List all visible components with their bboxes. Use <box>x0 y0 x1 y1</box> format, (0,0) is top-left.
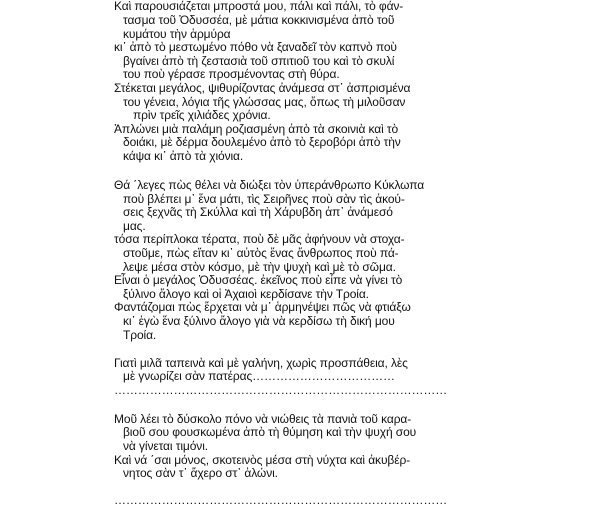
ellipsis-line: ………………………………………………………………………… <box>114 493 448 508</box>
poem-line: δοιάκι, μὲ δέρμα δουλεμένο ἀπὸ τὸ ξεροβόρι ἀπὸ τὴν <box>123 135 401 150</box>
poem-line: κάψα κι᾽ ἀπὸ τὰ χιόνια. <box>123 149 244 164</box>
poem-line: Φαντάζομαι πὼς ἔρχεται νὰ μ᾽ ἁρμηνέψει πῶς νὰ φτιάξω <box>114 300 411 315</box>
poem-line: Γιατὶ μιλᾶ ταπεινὰ καὶ μὲ γαλήνη, χωρὶς προσπάθεια, λὲς <box>114 355 408 370</box>
poem-line: Καὶ παρουσιάζεται μπροστά μου, πάλι καὶ πάλι, τὸ φάν- <box>114 0 404 14</box>
poem-line: κι᾽ ἐγὼ ἕνα ξύλινο ἄλογο γιὰ νὰ κερδίσω τὴ δική μου <box>123 314 395 328</box>
poem-line: κι᾽ ἀπὸ τὸ μεστωμένο πόθο νὰ ξαναδεῖ τὸν καπνὸ ποὺ <box>114 40 397 55</box>
poem-line: μας. <box>123 218 146 233</box>
poem-line: ξύλινο ἄλογο καὶ οἱ Ἀχαιοὶ κερδίσανε τὴν Τροία. <box>123 286 369 301</box>
poem-line: Ἁπλώνει μιὰ παλάμη ροζιασμένη ἀπὸ τὰ σκοινιὰ καὶ τὸ <box>114 121 399 136</box>
poem-line: ποὺ βλέπει μ᾽ ἕνα μάτι, τὶς Σειρῆνες ποὺ σὰν τὶς ἀκού- <box>123 191 405 206</box>
poem-line: του ποὺ γέρασε προσμένοντας στὴ θύρα. <box>123 67 340 82</box>
poem-line: λεψε μέσα στὸν κόσμο, μὲ τὴν ψυχὴ καὶ μὲ τὸ σῶμα. <box>123 259 396 274</box>
poem-line: Εἶναι ὁ μεγάλος Ὀδυσσέας. ἐκεῖνος ποὺ εἶπε νὰ γίνει τὸ <box>114 273 403 288</box>
poem-line: τασμα τοῦ Ὀδυσσέα, μὲ μάτια κοκκινισμένα ἀπὸ τοῦ <box>123 13 395 28</box>
poem-line: Τροία. <box>123 327 157 342</box>
poem-line: του γένεια, λόγια τῆς γλώσσας μας, ὅπως τὴ μιλοῦσαν <box>123 94 406 109</box>
poem-line: Μοῦ λέει τὸ δύσκολο πόνο νὰ νιώθεις τὰ πανιὰ τοῦ καρα- <box>114 411 412 426</box>
poem-line: βγαίνει ἀπὸ τὴ ζεστασιὰ τοῦ σπιτιοῦ του καὶ τὸ σκυλί <box>123 53 395 68</box>
poem-line: σεις ξεχνᾶς τὴ Σκύλλα καὶ τὴ Χάρυβδη ἀπ᾽ ἀνάμεσό <box>123 205 393 220</box>
poem-line: πρὶν τρεῖς χιλιάδες χρόνια. <box>133 108 271 123</box>
poem-line: νὰ γίνεται τιμόνι. <box>123 438 208 453</box>
ellipsis-line: ………………………………………………………………………… <box>114 382 448 397</box>
poem-line: βιοῦ σου φουσκωμένα ἀπὸ τὴ θύμηση καὶ τὴν ψυχή σου <box>123 425 417 440</box>
poem-line: Στέκεται μεγάλος, ψιθυρίζοντας ἀνάμεσα στ᾽ ἀσπρισμένα <box>114 81 411 96</box>
poem-line: τόσα περίπλοκα τέρατα, ποὺ δὲ μᾶς ἀφήνουν νὰ στοχα- <box>114 232 405 247</box>
poem-line: Καὶ νά ΄σαι μόνος, σκοτεινὸς μέσα στὴ νύχτα καὶ ἀκυβέρ- <box>114 452 411 467</box>
poem-line: νητος σὰν τ᾽ ἄχερο στ᾽ ἁλώνι. <box>123 466 278 481</box>
poem-line: Θά ΄λεγες πὼς θέλει νὰ διώξει τὸν ὑπεράνθρωπο Κύκλωπα <box>114 177 425 192</box>
poem-line: στοῦμε, πὼς εἴταν κι᾽ αὐτὸς ἕνας ἄνθρωπος ποὺ πά- <box>123 245 399 260</box>
poem-line: μὲ γνωρίζει σὰν πατέρας……………………………… <box>123 369 395 384</box>
poem-line: κυμάτου τὴν ἁρμύρα <box>123 26 231 41</box>
